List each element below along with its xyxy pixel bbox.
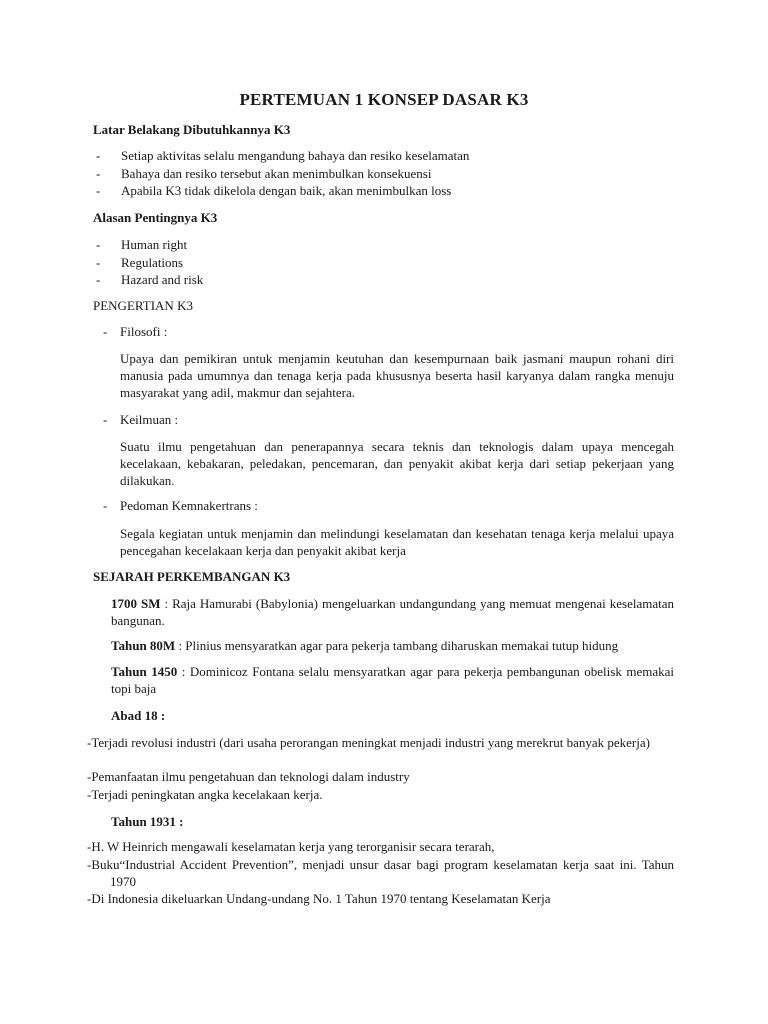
sejarah-entry-1700sm: 1700 SM : Raja Hamurabi (Babylonia) mengeluarkan undangundang yang memuat mengenai keselamatan bangunan. [111, 596, 675, 628]
pengertian-filosofi-label: - Filosofi : [103, 324, 168, 339]
pengertian-pedoman-label: - Pedoman Kemnakertrans : [103, 498, 258, 513]
abad18-heading: Abad 18 : [111, 708, 166, 723]
section-heading-pengertian: PENGERTIAN K3 [93, 298, 193, 313]
pengertian-pedoman-text: Segala kegiatan untuk menjamin dan melindungi keselamatan dan kesehatan tenaga kerja melalui upaya pencegahan kecelakaan kerja dan penyakit akibat kerja [120, 526, 674, 558]
pengertian-keilmuan-text: Suatu ilmu pengetahuan dan penerapannya secara teknis dan teknologis dalam upaya mencegah kecelakaan, kebakaran, peledakan, pencemaran, dan penyakit akibat kerja dari setiap pekerjaan yang dilakukan. [120, 439, 674, 488]
latar-list: - Setiap aktivitas selalu mengandung bahaya dan resiko keselamatan - Bahaya dan resiko tersebut akan menimbulkan konsekuensi - Apabila K3 tidak dikelola dengan baik, akan menimbulkan loss [96, 148, 470, 198]
section-heading-alasan: Alasan Pentingnya K3 [93, 210, 218, 225]
alasan-list: - Human right - Regulations - Hazard and risk [96, 237, 204, 287]
pengertian-filosofi-text: Upaya dan pemikiran untuk menjamin keutuhan dan kesempurnaan baik jasmani maupun rohani diri manusia pada umumnya dan tenaga kerja pada khususnya beserta hasil karyanya dalam rangka menuju masyarakat yang adil, makmur dan sejahtera. [120, 351, 674, 400]
section-heading-sejarah: SEJARAH PERKEMBANGAN K3 [93, 569, 291, 584]
sejarah-entry-1450: Tahun 1450 : Dominicoz Fontana selalu mensyaratkan agar para pekerja pembangunan obelisk memakai topi baja [111, 664, 675, 696]
list-item: -Buku“Industrial Accident Prevention”, menjadi unsur dasar bagi program keselamatan kerja saat ini. Tahun 1970 [87, 857, 674, 889]
list-item: -Terjadi peningkatan angka kecelakaan kerja. [87, 787, 323, 802]
tahun1931-heading: Tahun 1931 : [111, 814, 184, 829]
list-item: -Terjadi revolusi industri (dari usaha perorangan meningkat menjadi industri yang merekrut banyak pekerja) [87, 735, 650, 750]
list-item: -Pemanfaatan ilmu pengetahuan dan teknologi dalam industry [87, 769, 410, 784]
pengertian-keilmuan-label: - Keilmuan : [103, 412, 179, 427]
page-title: PERTEMUAN 1 KONSEP DASAR K3 [239, 90, 529, 109]
list-item: -H. W Heinrich mengawali keselamatan kerja yang terorganisir secara terarah, [87, 839, 495, 854]
list-item: -Di Indonesia dikeluarkan Undang-undang No. 1 Tahun 1970 tentang Keselamatan Kerja [87, 891, 551, 906]
sejarah-entry-80m: Tahun 80M : Plinius mensyaratkan agar para pekerja tambang diharuskan memakai tutup hidung [111, 638, 619, 653]
section-heading-latar: Latar Belakang Dibutuhkannya K3 [93, 122, 291, 137]
